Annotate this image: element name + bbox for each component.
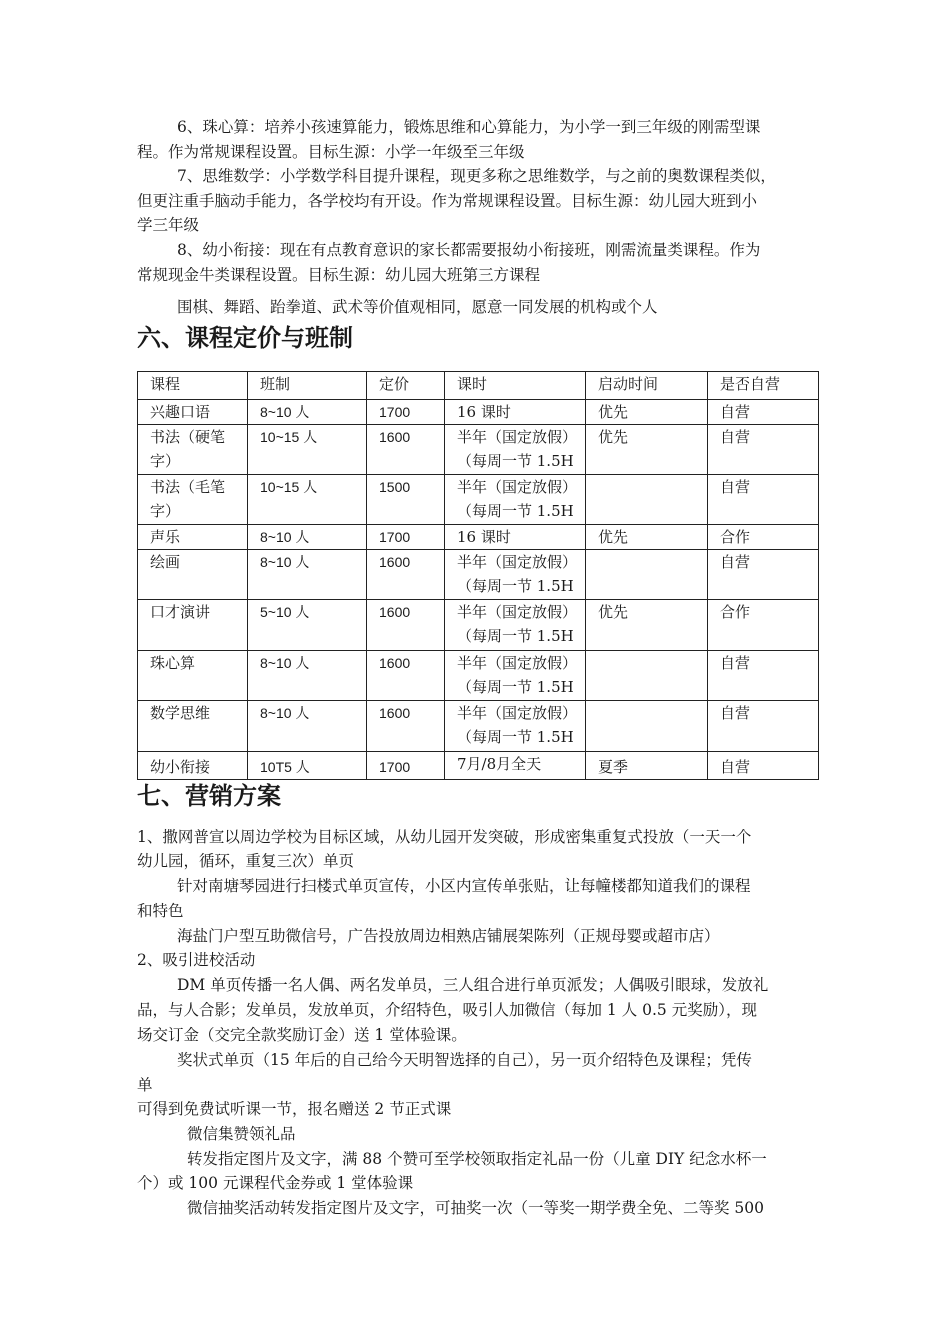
paragraph-line: 围棋、舞蹈、跆拳道、武术等价值观相同，愿意一同发展的机构或个人 xyxy=(177,298,658,316)
cell-course: 珠心算 xyxy=(138,651,248,701)
cell-own: 自营 xyxy=(708,475,819,525)
table-row xyxy=(138,701,819,752)
cell-size: 10~15 人 xyxy=(248,475,367,525)
cell-size: 8~10 人 xyxy=(248,701,367,752)
cell-start: 优先 xyxy=(586,525,708,550)
cell-own: 自营 xyxy=(708,400,819,425)
cell-hours xyxy=(445,425,586,475)
cell-start xyxy=(586,651,708,701)
cell-price: 1600 xyxy=(367,600,445,651)
cell-course: 声乐 xyxy=(138,525,248,550)
table-row xyxy=(138,475,819,525)
cell-price: 1500 xyxy=(367,475,445,525)
paragraph-line: 个）或 100 元课程代金券或 1 堂体验课 xyxy=(137,1174,414,1192)
cell-hours: 16 课时 xyxy=(445,400,586,425)
paragraph-line: 2、吸引进校活动 xyxy=(137,951,256,969)
paragraph-line: 和特色 xyxy=(137,902,184,920)
cell-price: 1700 xyxy=(367,400,445,425)
cell-start: 优先 xyxy=(586,425,708,475)
cell-price: 1600 xyxy=(367,701,445,752)
paragraph-line: 7、思维数学：小学数学科目提升课程，现更多称之思维数学，与之前的奥数课程类似， xyxy=(177,167,776,185)
paragraph-line: 单 xyxy=(137,1076,153,1094)
hours-text: 半年（国定放假）（每周一节 1.5H xyxy=(457,704,578,746)
cell-hours: 7月/8月全天 xyxy=(445,752,586,780)
cell-course: 书法（毛笔字） xyxy=(138,475,248,525)
paragraph-line: 海盐门户型互助微信号，广告投放周边相熟店铺展架陈列（正规母婴或超市店） xyxy=(177,927,720,945)
table-row xyxy=(138,550,819,600)
cell-price: 1600 xyxy=(367,425,445,475)
paragraph-line: 场交订金（交完全款奖励订金）送 1 堂体验课。 xyxy=(137,1026,467,1044)
cell-course: 兴趣口语 xyxy=(138,400,248,425)
cell-price: 1700 xyxy=(367,525,445,550)
hours-text: 半年（国定放假）（每周一节 1.5H xyxy=(457,428,578,470)
cell-size: 5~10 人 xyxy=(248,600,367,651)
cell-price: 1600 xyxy=(367,550,445,600)
cell-price: 1600 xyxy=(367,651,445,701)
paragraph-line: 6、珠心算：培养小孩速算能力，锻炼思维和心算能力，为小学一到三年级的刚需型课 xyxy=(177,118,761,136)
paragraph-line: 学三年级 xyxy=(137,216,200,234)
paragraph-line: 8、幼小衔接：现在有点教育意识的家长都需要报幼小衔接班，刚需流量类课程。作为 xyxy=(177,241,761,259)
cell-start: 优先 xyxy=(586,600,708,651)
cell-start xyxy=(586,701,708,752)
cell-own: 自营 xyxy=(708,752,819,780)
section-heading: 六、课程定价与班制 xyxy=(137,323,353,352)
hours-text: 半年（国定放假）（每周一节 1.5H xyxy=(457,603,578,645)
cell-hours: 16 课时 xyxy=(445,525,586,550)
column-header: 定价 xyxy=(367,372,445,400)
paragraph-line: 品，与人合影；发单员，发放单页，介绍特色，吸引人加微信（每加 1 人 0.5 元奖励），现 xyxy=(137,1001,757,1019)
cell-start xyxy=(586,475,708,525)
paragraph-line: 可得到免费试听课一节，报名赠送 2 节正式课 xyxy=(137,1100,452,1118)
paragraph-line: 常规现金牛类课程设置。目标生源：幼儿园大班第三方课程 xyxy=(137,266,541,284)
cell-course: 口才演讲 xyxy=(138,600,248,651)
cell-own: 自营 xyxy=(708,701,819,752)
table-row xyxy=(138,651,819,701)
cell-size: 10T5 人 xyxy=(248,752,367,780)
cell-own: 合作 xyxy=(708,525,819,550)
cell-size: 8~10 人 xyxy=(248,400,367,425)
cell-hours xyxy=(445,475,586,525)
cell-size: 8~10 人 xyxy=(248,651,367,701)
cell-size: 10~15 人 xyxy=(248,425,367,475)
paragraph-line: 幼儿园，循环，重复三次）单页 xyxy=(137,852,355,870)
paragraph-line: 针对南塘琴园进行扫楼式单页宣传，小区内宣传单张贴，让每幢楼都知道我们的课程 xyxy=(177,877,751,895)
course-pricing-table xyxy=(137,371,819,780)
cell-hours xyxy=(445,600,586,651)
hours-text: 半年（国定放假）（每周一节 1.5H xyxy=(457,654,578,696)
cell-own: 合作 xyxy=(708,600,819,651)
table-row xyxy=(138,600,819,651)
cell-hours xyxy=(445,550,586,600)
column-header: 课程 xyxy=(138,372,248,400)
paragraph-line: 但更注重手脑动手能力，各学校均有开设。作为常规课程设置。目标生源：幼儿园大班到小 xyxy=(137,192,758,210)
paragraph-line: 微信抽奖活动转发指定图片及文字，可抽奖一次（一等奖一期学费全免、二等奖 500 xyxy=(187,1199,765,1217)
cell-own: 自营 xyxy=(708,550,819,600)
paragraph-line: 奖状式单页（15 年后的自己给今天明智选择的自己），另一页介绍特色及课程；凭传 xyxy=(177,1051,752,1069)
paragraph-line: DM 单页传播一名人偶、两名发单员，三人组合进行单页派发；人偶吸引眼球，发放礼 xyxy=(177,976,769,994)
paragraph-line: 微信集赞领礼品 xyxy=(187,1125,296,1143)
cell-course: 幼小衔接 xyxy=(138,752,248,780)
cell-start: 夏季 xyxy=(586,752,708,780)
section-heading: 七、营销方案 xyxy=(137,781,281,810)
cell-course: 绘画 xyxy=(138,550,248,600)
cell-own: 自营 xyxy=(708,651,819,701)
cell-start xyxy=(586,550,708,600)
table-row xyxy=(138,400,819,425)
cell-course: 书法（硬笔字） xyxy=(138,425,248,475)
cell-start: 优先 xyxy=(586,400,708,425)
cell-own: 自营 xyxy=(708,425,819,475)
paragraph-line: 1、撒网普宣以周边学校为目标区域，从幼儿园开发突破，形成密集重复式投放（一天一个 xyxy=(137,828,752,846)
column-header: 班制 xyxy=(248,372,367,400)
hours-text: 半年（国定放假）（每周一节 1.5H xyxy=(457,553,578,595)
table-row xyxy=(138,425,819,475)
column-header: 是否自营 xyxy=(708,372,819,400)
cell-hours xyxy=(445,651,586,701)
column-header: 启动时间 xyxy=(586,372,708,400)
table-header-row xyxy=(138,372,819,400)
table-row xyxy=(138,525,819,550)
cell-course: 数学思维 xyxy=(138,701,248,752)
hours-text: 半年（国定放假）（每周一节 1.5H xyxy=(457,478,578,520)
paragraph-line: 转发指定图片及文字，满 88 个赞可至学校领取指定礼品一份（儿童 DIY 纪念水杯一 xyxy=(187,1150,767,1168)
cell-hours xyxy=(445,701,586,752)
cell-size: 8~10 人 xyxy=(248,550,367,600)
cell-size: 8~10 人 xyxy=(248,525,367,550)
column-header: 课时 xyxy=(445,372,586,400)
table-row xyxy=(138,752,819,780)
cell-price: 1700 xyxy=(367,752,445,780)
paragraph-line: 程。作为常规课程设置。目标生源：小学一年级至三年级 xyxy=(137,143,525,161)
